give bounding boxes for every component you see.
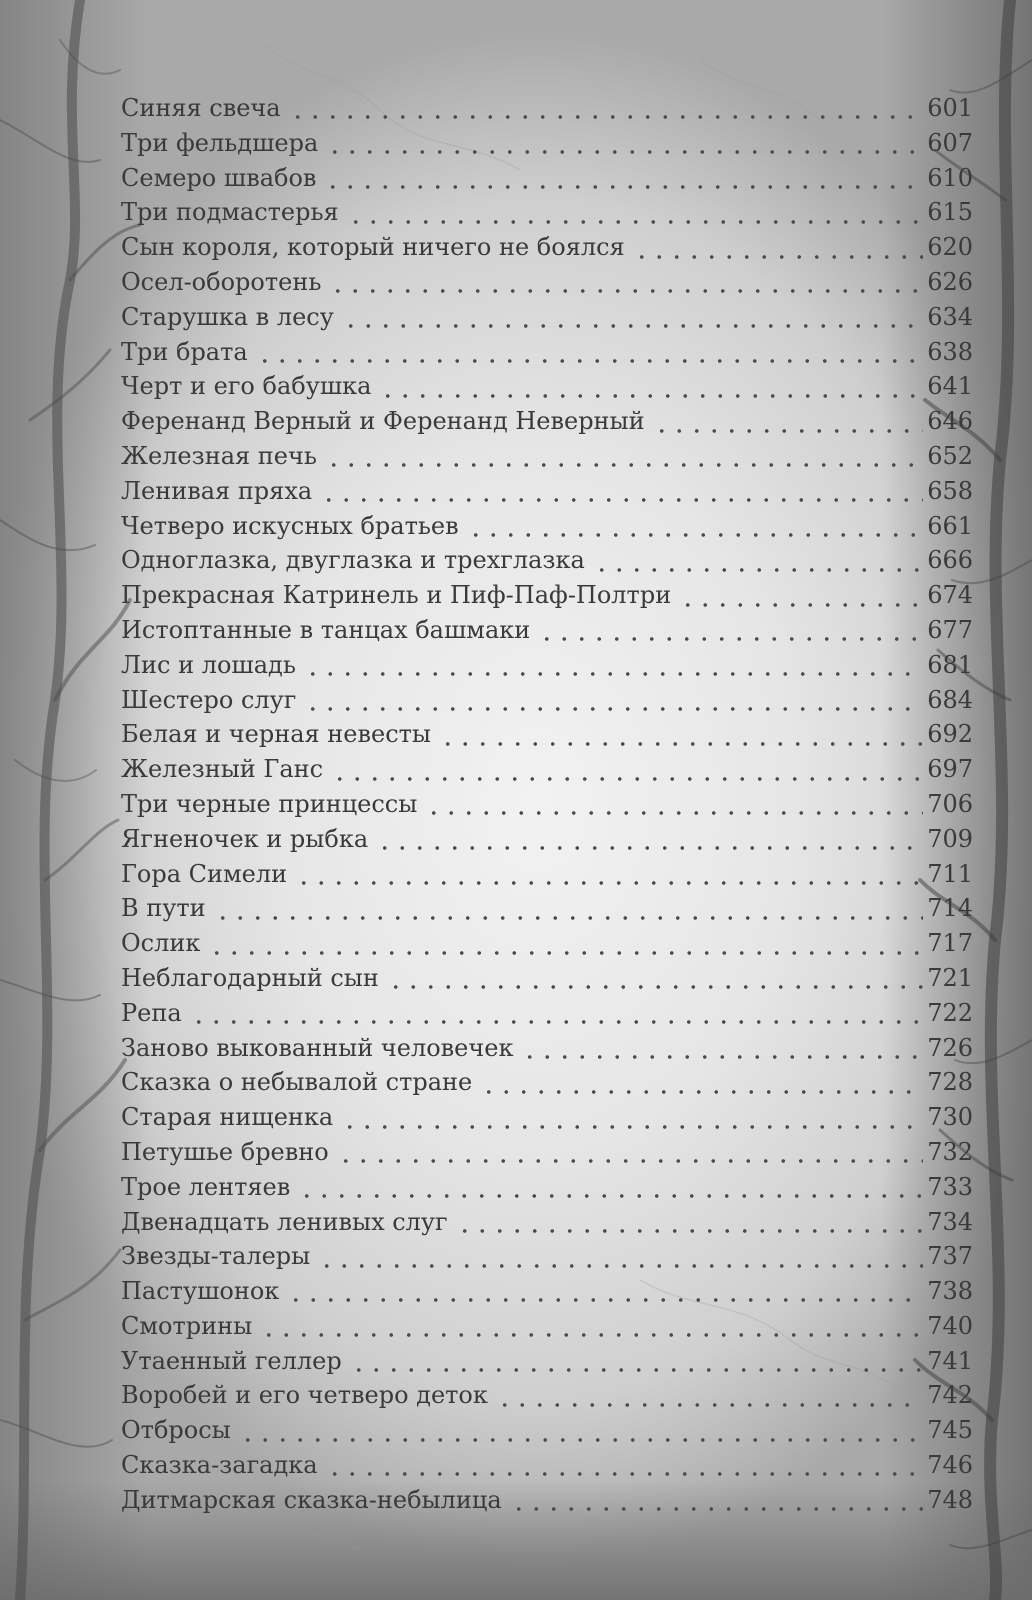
- toc-entry-page-number: 746: [927, 1451, 973, 1480]
- toc-entry: [121, 1065, 973, 1100]
- toc-entry-title: Черт и его бабушка: [121, 372, 372, 401]
- toc-entry-page-number: 732: [927, 1137, 973, 1166]
- dot-leader: [510, 1507, 924, 1511]
- toc-entry-page-number: 741: [927, 1346, 973, 1375]
- dot-leader: [341, 1125, 923, 1129]
- dot-leader: [326, 1472, 924, 1476]
- toc-entry: [121, 161, 973, 196]
- toc-entry-title: Сказка-загадка: [121, 1451, 318, 1480]
- toc-entry-page-number: 711: [927, 859, 973, 888]
- toc-entry: [121, 404, 973, 439]
- toc-entry-page-number: 722: [927, 998, 973, 1027]
- dot-leader: [337, 1159, 923, 1163]
- toc-entry-page-number: 737: [927, 1242, 973, 1271]
- dot-leader: [347, 220, 924, 224]
- toc-entry-page-number: 738: [927, 1277, 973, 1306]
- toc-entry-page-number: 730: [927, 1103, 973, 1132]
- toc-entry-title: Трое лентяев: [121, 1172, 291, 1201]
- toc-entry-title: Неблагодарный сын: [121, 963, 379, 992]
- toc-entry-page-number: 634: [927, 302, 973, 331]
- dot-leader: [287, 1298, 923, 1302]
- toc-entry-title: Ослик: [121, 929, 201, 958]
- toc-entry-title: В пути: [121, 894, 206, 923]
- toc-entry-title: Ленивая пряха: [121, 476, 313, 505]
- toc-entry-page-number: 734: [927, 1207, 973, 1236]
- dot-leader: [208, 951, 923, 955]
- dot-leader: [304, 672, 923, 676]
- toc-entry-title: Лис и лошадь: [121, 650, 296, 679]
- toc-entry-page-number: 697: [927, 755, 973, 784]
- toc-entry: [121, 126, 973, 161]
- toc-entry-page-number: 748: [927, 1485, 973, 1514]
- toc-entry-title: Три черные принцессы: [121, 789, 418, 818]
- toc-entry-page-number: 674: [927, 581, 973, 610]
- dot-leader: [190, 1020, 924, 1024]
- dot-leader: [324, 185, 923, 189]
- dot-leader: [679, 603, 923, 607]
- dot-leader: [480, 1090, 923, 1094]
- toc-entry-title: Звезды-талеры: [121, 1242, 311, 1271]
- toc-entry: [121, 1413, 973, 1448]
- dot-leader: [379, 394, 923, 398]
- toc-entry: [121, 300, 973, 335]
- toc-entry-title: Дитмарская сказка-небылица: [121, 1485, 502, 1514]
- toc-entry-title: Семеро швабов: [121, 163, 317, 192]
- toc-entry: [121, 1100, 973, 1135]
- toc-entry: [121, 926, 973, 961]
- dot-leader: [593, 568, 923, 572]
- toc-entry: [121, 1309, 973, 1344]
- toc-entry-page-number: 728: [927, 1068, 973, 1097]
- toc-entry: [121, 1135, 973, 1170]
- toc-entry-title: Истоптанные в танцах башмаки: [121, 615, 531, 644]
- dot-leader: [376, 846, 923, 850]
- toc-entry-title: Три брата: [121, 337, 248, 366]
- toc-entry-page-number: 641: [927, 372, 973, 401]
- dot-leader: [633, 255, 924, 259]
- dot-leader: [331, 777, 923, 781]
- toc-entry: [121, 1483, 973, 1518]
- toc-entry: [121, 1274, 973, 1309]
- toc-entry-page-number: 652: [927, 441, 973, 470]
- toc-entry-title: Синяя свеча: [121, 94, 281, 122]
- dot-leader: [329, 289, 923, 293]
- toc-entry: [121, 787, 973, 822]
- dot-leader: [456, 1229, 924, 1233]
- toc-entry-title: Двенадцать ленивых слуг: [121, 1207, 448, 1236]
- toc-entry-title: Ягненочек и рыбка: [121, 824, 369, 853]
- toc-entry: [121, 1170, 973, 1205]
- toc-entry-title: Три подмастерья: [121, 198, 339, 227]
- toc-entry-page-number: 721: [927, 963, 973, 992]
- dot-leader: [256, 359, 923, 363]
- toc-entry-page-number: 658: [927, 476, 973, 505]
- toc-entry-page-number: 726: [927, 1033, 973, 1062]
- toc-entry: [121, 439, 973, 474]
- toc-entry-title: Три фельдшера: [121, 128, 319, 157]
- toc-entry-title: Заново выкованный человечек: [121, 1033, 514, 1062]
- toc-entry: [121, 91, 973, 126]
- toc-entry: [121, 1205, 973, 1240]
- toc-entry-title: Прекрасная Катринель и Пиф-Паф-Полтри: [121, 581, 672, 610]
- dot-leader: [326, 150, 923, 154]
- toc-entry-page-number: 717: [927, 929, 973, 958]
- toc-entry: [121, 1378, 973, 1413]
- dot-leader: [342, 324, 923, 328]
- toc-entry-page-number: 601: [927, 94, 973, 122]
- toc-entry: [121, 1031, 973, 1066]
- toc-entry-page-number: 714: [927, 894, 973, 923]
- toc-entry: [121, 752, 973, 787]
- toc-entry-page-number: 692: [927, 720, 973, 749]
- toc-entry-title: Белая и черная невесты: [121, 720, 432, 749]
- dot-leader: [320, 498, 923, 502]
- toc-entry: [121, 195, 973, 230]
- toc-entry: [121, 891, 973, 926]
- toc-entry: [121, 717, 973, 752]
- toc-entry-page-number: 646: [927, 407, 973, 436]
- toc-entry: [121, 1448, 973, 1483]
- dot-leader: [521, 1055, 923, 1059]
- toc-entry-page-number: 610: [927, 163, 973, 192]
- dot-leader: [350, 1368, 924, 1372]
- dot-leader: [304, 707, 923, 711]
- toc-entry-page-number: 745: [927, 1416, 973, 1445]
- toc-entry: [121, 230, 973, 265]
- dot-leader: [325, 463, 923, 467]
- toc-entry: [121, 474, 973, 509]
- toc-entry-title: Железный Ганс: [121, 755, 324, 784]
- toc-entry: [121, 1344, 973, 1379]
- toc-entry-page-number: 661: [927, 511, 973, 540]
- dot-leader: [467, 533, 924, 537]
- toc-entry-page-number: 666: [927, 546, 973, 575]
- toc-entry: [121, 1239, 973, 1274]
- toc-entry-title: Шестеро слуг: [121, 685, 297, 714]
- table-of-contents: [121, 91, 973, 1518]
- dot-leader: [439, 742, 923, 746]
- toc-entry: [121, 509, 973, 544]
- toc-entry-title: Четверо искусных братьев: [121, 511, 459, 540]
- toc-entry-page-number: 740: [927, 1311, 973, 1340]
- toc-entry-page-number: 615: [927, 198, 973, 227]
- toc-entry-title: Старая нищенка: [121, 1103, 334, 1132]
- dot-leader: [260, 1333, 923, 1337]
- toc-entry-title: Воробей и его четверо деток: [121, 1381, 488, 1410]
- toc-entry-page-number: 607: [927, 128, 973, 157]
- toc-entry-title: Осел-оборотень: [121, 267, 322, 296]
- toc-entry-title: Сказка о небывалой стране: [121, 1068, 473, 1097]
- toc-entry-title: Утаенный геллер: [121, 1346, 342, 1375]
- toc-entry-title: Гора Симели: [121, 859, 288, 888]
- dot-leader: [496, 1403, 923, 1407]
- toc-entry-title: Смотрины: [121, 1311, 253, 1340]
- dot-leader: [298, 1194, 923, 1198]
- toc-entry-title: Ференанд Верный и Ференанд Неверный: [121, 407, 645, 436]
- toc-entry-title: Пастушонок: [121, 1277, 280, 1306]
- toc-entry: [121, 822, 973, 857]
- toc-entry-page-number: 684: [927, 685, 973, 714]
- toc-entry: [121, 578, 973, 613]
- toc-entry-title: Петушье бревно: [121, 1137, 329, 1166]
- toc-entry-title: Железная печь: [121, 441, 317, 470]
- toc-entry: [121, 369, 973, 404]
- dot-leader: [295, 881, 923, 885]
- toc-entry-page-number: 709: [927, 824, 973, 853]
- dot-leader: [239, 1438, 923, 1442]
- toc-entry: [121, 543, 973, 578]
- toc-entry: [121, 683, 973, 718]
- toc-entry-page-number: 706: [927, 789, 973, 818]
- toc-entry: [121, 857, 973, 892]
- toc-entry: [121, 996, 973, 1031]
- toc-entry-title: Отбросы: [121, 1416, 231, 1445]
- toc-entry-page-number: 677: [927, 615, 973, 644]
- dot-leader: [538, 637, 923, 641]
- toc-entry: [121, 613, 973, 648]
- toc-entry-page-number: 620: [927, 233, 973, 262]
- dot-leader: [289, 115, 924, 119]
- dot-leader: [214, 916, 924, 920]
- toc-entry: [121, 961, 973, 996]
- toc-entry: [121, 265, 973, 300]
- dot-leader: [387, 985, 923, 989]
- toc-entry-title: Репа: [121, 998, 182, 1027]
- toc-entry-page-number: 638: [927, 337, 973, 366]
- dot-leader: [318, 1264, 923, 1268]
- toc-entry-page-number: 681: [927, 650, 973, 679]
- toc-entry: [121, 335, 973, 370]
- toc-entry-title: Сын короля, который ничего не боялся: [121, 233, 625, 262]
- toc-entry-title: Старушка в лесу: [121, 302, 334, 331]
- toc-entry-page-number: 626: [927, 267, 973, 296]
- toc-entry-page-number: 742: [927, 1381, 973, 1410]
- toc-entry: [121, 648, 973, 683]
- dot-leader: [425, 811, 923, 815]
- toc-entry-title: Одноглазка, двуглазка и трехглазка: [121, 546, 585, 575]
- dot-leader: [653, 429, 924, 433]
- toc-entry-page-number: 733: [927, 1172, 973, 1201]
